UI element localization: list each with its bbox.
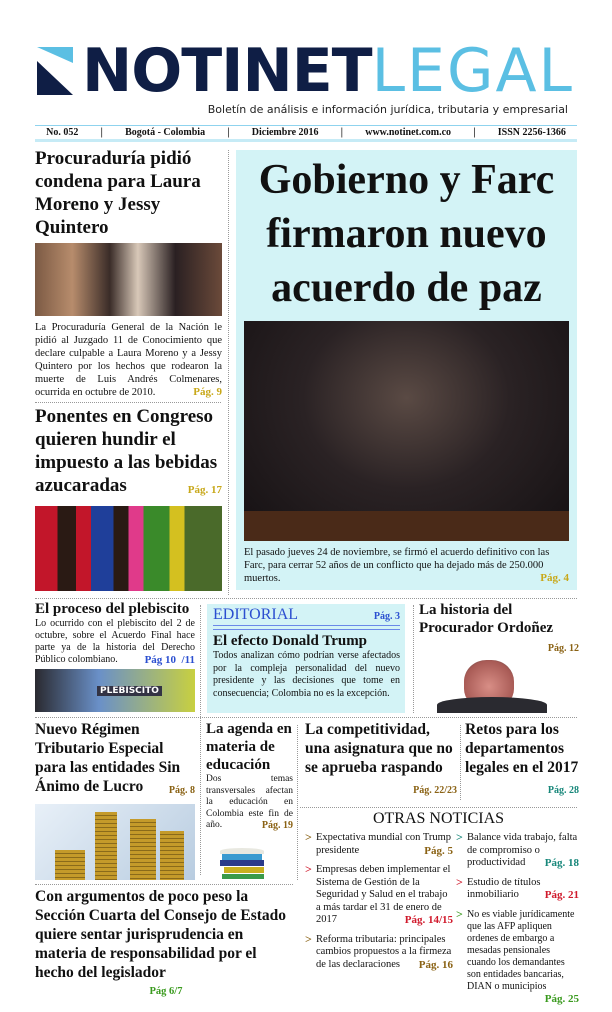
brand-logo: [82, 38, 574, 104]
brand-notinet: NOTINET: [82, 36, 372, 106]
issn: ISSN 2256-1366: [497, 127, 566, 138]
argumentos-story: [35, 887, 297, 999]
editorial-page: Pág. 3: [373, 611, 400, 622]
agenda-story: [206, 720, 293, 880]
editorial-header: [213, 606, 400, 624]
main-story-box: [236, 150, 577, 590]
competitividad-heading: [305, 720, 457, 800]
agenda-title[interactable]: La agenda en materia de educación: [206, 721, 292, 773]
logo-icon: [37, 47, 77, 95]
plebiscito-body: Lo ocurrido con el plebiscito del 2 de octubre, sobre el Acuerdo Final hace parte ya de la historia del Derecho Público colombiano.: [35, 618, 195, 665]
regimen-title[interactable]: Nuevo Régimen Tributario Especial para las entidades Sin Ánimo de Lucro: [35, 721, 181, 795]
plebiscito-story: [35, 600, 195, 712]
ponentes-heading: [35, 405, 222, 502]
procuraduria-page: Pág. 9: [193, 386, 222, 398]
soda-bottles-photo: [35, 506, 222, 591]
procuraduria-photo: [35, 243, 222, 316]
main-caption-block: [244, 546, 569, 585]
editorial-title[interactable]: El efecto Donald Trump: [213, 633, 368, 649]
ponentes-title[interactable]: Ponentes en Congreso quieren hundir el impuesto a las bebidas azucaradas: [35, 406, 218, 496]
plebiscito-image-text: PLEBISCITO: [97, 686, 162, 696]
ordonez-story: [419, 601, 579, 713]
agenda-text: [206, 774, 293, 832]
ordonez-photo: [419, 660, 579, 713]
retos-story: [465, 720, 579, 800]
ponentes-page: Pág. 17: [187, 484, 222, 496]
main-page: Pág. 4: [540, 572, 569, 584]
retos-title[interactable]: Retos para los departamentos legales en el 2017: [465, 721, 579, 776]
otras-noticias-right: [456, 832, 579, 1012]
info-bar: No. 052 | Bogotá - Colombia | Diciembre 2016 | www.notinet.com.co | ISSN 2256-1366: [35, 125, 577, 142]
competitividad-page: Pág. 22/23: [413, 785, 457, 796]
argumentos-page: Pág 6/7: [149, 986, 183, 997]
plebiscito-page: Pág 10 /11: [144, 654, 195, 666]
news-item[interactable]: > Reforma tributaria: principales cambios propuestos a la firmeza de las declaraciones Pág. 16: [305, 931, 453, 971]
competitividad-title[interactable]: La competitividad, una asignatura que no se aprueba raspando: [305, 721, 453, 776]
brand-legal: LEGAL: [371, 36, 574, 106]
issue-date: Diciembre 2016: [251, 127, 319, 138]
books-icon: [216, 834, 283, 881]
otras-noticias-left: [305, 832, 453, 978]
procuraduria-title[interactable]: Procuraduría pidió condena para Laura Moreno y Jessy Quintero: [35, 148, 201, 238]
coins-photo: [35, 804, 195, 880]
retos-page: Pág. 28: [547, 785, 579, 796]
regimen-page: Pág. 8: [168, 785, 195, 796]
regimen-story: [35, 720, 195, 880]
ordonez-page: Pág. 12: [547, 643, 579, 654]
news-item[interactable]: > Empresas deben implementar el Sistema de Gestión de la Seguridad y Salud en el trabajo a más tardar el 31 de enero de 2017 Pág. 14/15: [305, 862, 453, 926]
news-item[interactable]: > Estudio de títulos inmobiliario Pág. 21: [456, 874, 579, 901]
tagline: Boletín de análisis e información jurídica, tributaria y empresarial: [207, 103, 568, 116]
ordonez-title[interactable]: La historia del Procurador Ordoñez: [419, 602, 554, 636]
main-caption: El pasado jueves 24 de noviembre, se firmó el acuerdo definitivo con las Farc, para cerrar 52 años de un conflicto que ha dejado más de 250.000 muertos.: [244, 547, 550, 584]
argumentos-title[interactable]: Con argumentos de poco peso la Sección Cuarta del Consejo de Estado quiere sentar jurisprudencia en materia de responsabilidad por el hecho del legislador: [35, 888, 287, 981]
ponentes-story: [35, 405, 222, 591]
agenda-page: Pág. 19: [261, 820, 293, 831]
procuraduria-story: [35, 147, 222, 399]
plebiscito-text: [35, 618, 195, 666]
editorial-box: [207, 604, 405, 713]
editorial-body: Todos analizan cómo podrían verse afectados por la compleja personalidad del nuevo presidente y las decisiones que tome en consecuencia; Colombia no es la excepción.: [213, 650, 400, 699]
main-headline[interactable]: Gobierno y Farc firmaron nuevo acuerdo de paz: [258, 157, 555, 311]
competitividad-story: [305, 720, 457, 800]
agenda-body: Dos temas transversales afectan la educación en Colombia este fin de año.: [206, 774, 293, 830]
retos-heading: [465, 720, 579, 800]
editorial-label: EDITORIAL: [213, 606, 299, 623]
plebiscito-title[interactable]: El proceso del plebiscito: [35, 601, 190, 617]
ordonez-heading: [419, 601, 579, 658]
city: Bogotá - Colombia: [125, 127, 206, 138]
plebiscito-photo: [35, 669, 195, 712]
editorial-rule: [213, 625, 400, 630]
regimen-heading: [35, 720, 195, 800]
otras-noticias-heading: OTRAS NOTICIAS: [372, 810, 505, 827]
news-item[interactable]: > No es viable jurídicamente que las AFP apliquen ordenes de embargo a mesadas pensionales cuando los demandantes son entidades bancarias, DIAN o municipios Pág. 25: [456, 906, 579, 1005]
procuraduria-body: La Procuraduría General de la Nación le pidió al Juzgado 11 de Conocimiento que declare culpable a Laura Moreno y a Jessy Quintero por los hechos que rodearon la muerte de Luis Andrés Colmenares, ocurrida en octubre de 2010.: [35, 322, 222, 398]
issue-number: No. 052: [46, 127, 79, 138]
news-item[interactable]: > Expectativa mundial con Trump presidente Pág. 5: [305, 830, 453, 857]
procuraduria-text: [35, 321, 222, 399]
news-item[interactable]: > Balance vida trabajo, falta de compromiso o productividad Pág. 18: [456, 830, 579, 869]
peace-signing-photo: [244, 321, 569, 541]
website-link[interactable]: www.notinet.com.co: [365, 127, 452, 138]
